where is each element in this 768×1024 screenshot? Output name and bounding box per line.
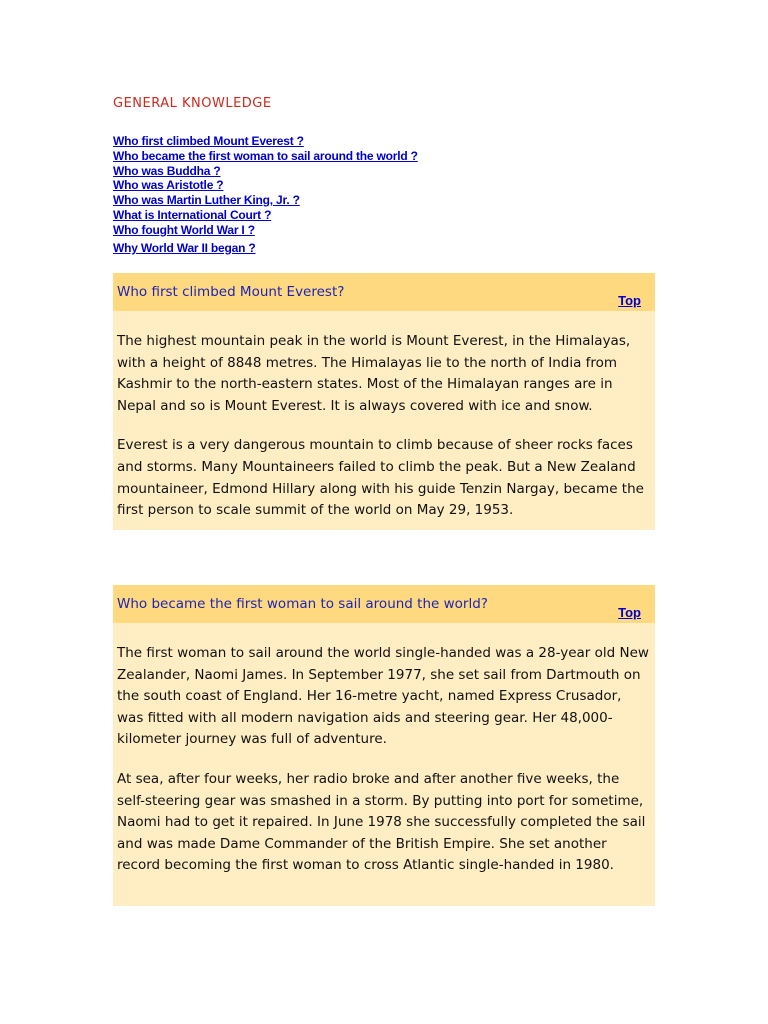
toc-item [113, 163, 418, 178]
toc-link-everest[interactable]: Who first climbed Mount Everest ? [113, 134, 304, 148]
toc-item [113, 222, 418, 237]
section-first-woman-sail [113, 585, 655, 906]
toc-item [113, 148, 418, 163]
top-link[interactable]: Top [618, 605, 641, 620]
toc-link-world-war-2[interactable]: Why World War II began ? [113, 240, 256, 255]
toc-link-aristotle[interactable]: Who was Aristotle ? [113, 178, 224, 193]
top-link[interactable]: Top [618, 293, 641, 308]
toc-link-world-war-1[interactable]: Who fought World War I ? [113, 222, 255, 237]
section-header [113, 585, 655, 623]
toc-item [113, 207, 418, 222]
toc-item [113, 192, 418, 207]
paragraph: Everest is a very dangerous mountain to climb because of sheer rocks faces and storms. Many Mountaineers failed to climb the peak. But a New Zealand mountaineer, Edmond Hillary along with his guide Tenzin Nargay, became the first person to scale summit of the world on May 29, 1953. [117, 437, 644, 519]
toc-link-buddha[interactable]: Who was Buddha ? [113, 163, 221, 178]
page-heading: GENERAL KNOWLEDGE [113, 96, 272, 111]
toc-link-martin-luther-king[interactable]: Who was Martin Luther King, Jr. ? [113, 193, 300, 208]
section-body [113, 623, 655, 885]
toc-item [113, 133, 418, 148]
toc-link-first-woman-sail[interactable]: Who became the first woman to sail around the world ? [113, 148, 418, 163]
section-header [113, 273, 655, 311]
table-of-contents [113, 133, 418, 254]
section-everest [113, 273, 655, 530]
paragraph: The first woman to sail around the world single-handed was a 28-year old New Zealander, Naomi James. In September 1977, she set sail from Dartmouth on the south coast of England. Her 16-metre yacht, named Express Crusador, was fitted with all modern navigation aids and steering gear. Her 48,000-kilometer journey was full of adventure. [117, 645, 649, 748]
paragraph: At sea, after four weeks, her radio broke and after another five weeks, the self-steering gear was smashed in a storm. By putting into port for sometime, Naomi had to get it repaired. In June 1978 she successfully completed the sail and was made Dame Commander of the British Empire. She set another record becoming the first woman to cross Atlantic single-handed in 1980. [117, 770, 646, 874]
toc-item [113, 240, 418, 255]
toc-link-international-court[interactable]: What is International Court ? [113, 207, 272, 222]
section-body [113, 311, 655, 530]
toc-item [113, 177, 418, 192]
section-title: Who first climbed Mount Everest? [117, 284, 345, 300]
paragraph: The highest mountain peak in the world is Mount Everest, in the Himalayas, with a height of 8848 metres. The Himalayas lie to the north of India from Kashmir to the north-eastern states. Most of the Himalayan ranges are in Nepal and so is Mount Everest. It is always covered with ice and snow. [117, 333, 631, 414]
section-title: Who became the first woman to sail around the world? [117, 596, 488, 612]
